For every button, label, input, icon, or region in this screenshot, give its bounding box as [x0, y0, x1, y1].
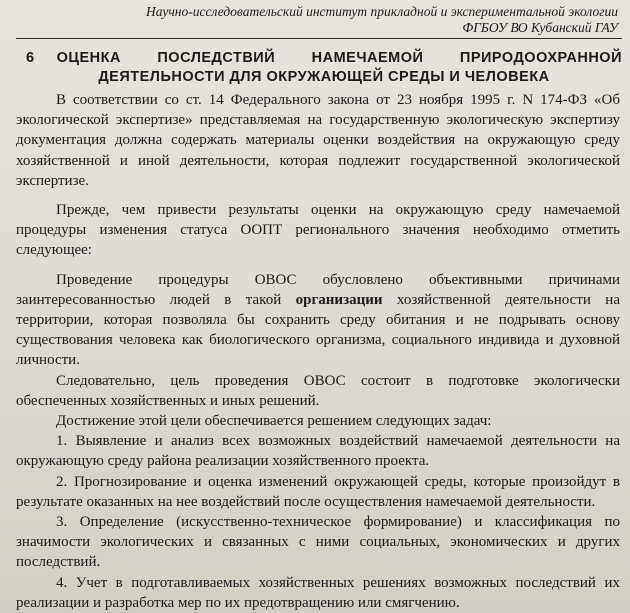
section-heading	[26, 49, 622, 87]
institute-name: Научно-исследовательский институт прикладной и экспериментальной экологии	[146, 4, 618, 19]
paragraph-legal-basis: В соответствии со ст. 14 Федерального закона от 23 ноября 1995 г. N 174-ФЗ «Об экологической экспертизе» представляемая на государственную экологическую экспертизу документация должна содержать материалы оценки воздействия на окружающую среду хозяйственной и иной деятельности, которая подлежит государственной экологической экспертизе.	[16, 92, 620, 189]
paragraph-ovos-reasons-start: Проведение процедуры ОВОС обусловлено объективными причинами заинтересованностью людей в такой	[16, 271, 620, 308]
paragraph-goal: Следовательно, цель проведения ОВОС состоит в подготовке экологически обеспеченных хозяйственных и иных решений.	[16, 372, 620, 409]
section-number: 6	[26, 50, 35, 66]
university-name: ФГБОУ ВО Кубанский ГАУ	[462, 20, 618, 35]
section-title: ОЦЕНКА ПОСЛЕДСТВИЙ НАМЕЧАЕМОЙ ПРИРОДООХРАННОЙ ДЕЯТЕЛЬНОСТИ ДЛЯ ОКРУЖАЮЩЕЙ СРЕДЫ И ЧЕЛОВЕКА	[56, 50, 622, 85]
task-item-1: 1. Выявление и анализ всех возможных воздействий намечаемой деятельности на окружающую среду района реализации хозяйственного проекта.	[16, 433, 620, 470]
section-body	[16, 90, 622, 613]
running-header	[16, 4, 622, 36]
paragraph-ovos-reasons-end: хозяйственной деятельности на территории, которая позволяла бы сохранить среду обитания и не подрывать основу существования человека как биологического организма, социального индивида и духовной личности.	[16, 291, 620, 369]
emphasized-word: организации	[295, 291, 383, 308]
paragraph-preface: Прежде, чем привести результаты оценки на окружающую среду намечаемой процедуры изменения статуса ООПТ регионального значения необходимо отметить следующее:	[16, 202, 620, 259]
paragraph-ovos-reasons	[16, 270, 622, 371]
paragraph-tasks-intro: Достижение этой цели обеспечивается решением следующих задач:	[56, 413, 492, 430]
header-divider	[16, 38, 622, 39]
task-item-2: 2. Прогнозирование и оценка изменений окружающей среды, которые произойдут в результате оказанных на нее воздействий после осуществления намечаемой деятельности.	[16, 473, 620, 510]
task-item-4: 4. Учет в подготавливаемых хозяйственных решениях возможных последствий их реализации и разработка мер по их предотвращению или смягчению.	[16, 574, 620, 611]
task-item-3: 3. Определение (искусственно-техническое формирование) и классификация по значимости экологических и связанных с ними социальных, экономических и других последствий.	[16, 514, 620, 571]
